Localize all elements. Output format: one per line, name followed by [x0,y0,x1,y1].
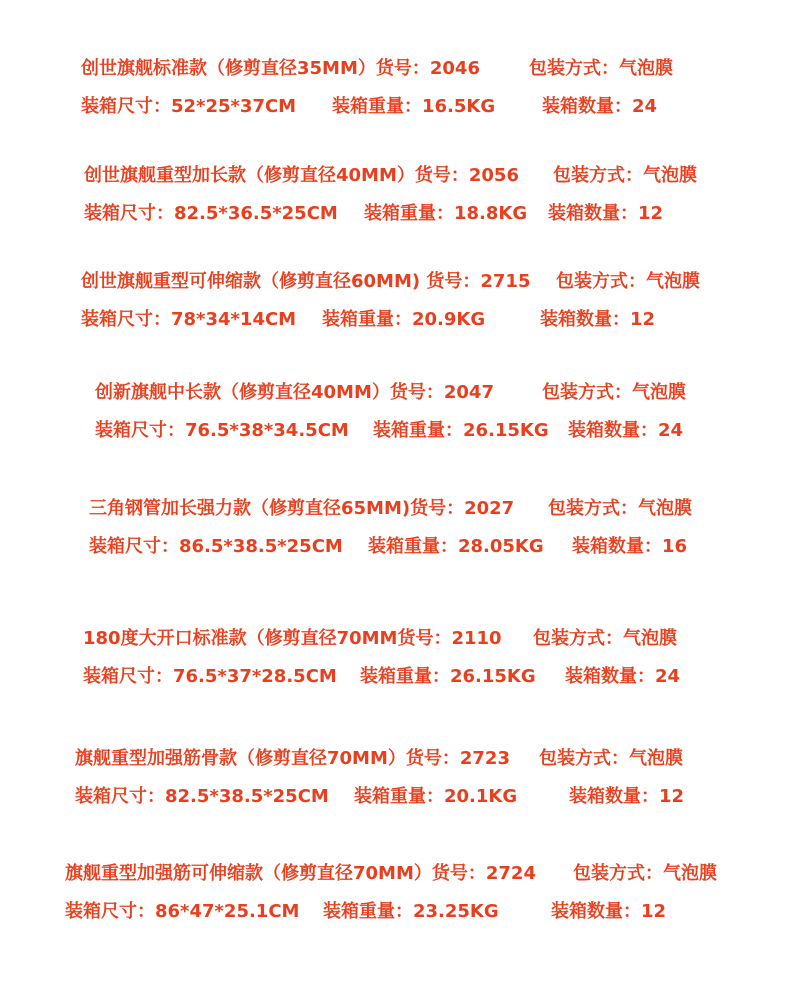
product-title: 创新旗舰中长款（修剪直径40MM）货号：2047 [95,382,494,403]
box-size: 装箱尺寸：78*34*14CM [81,309,297,330]
box-size: 装箱尺寸：76.5*37*28.5CM [83,666,337,687]
box-size: 装箱尺寸：52*25*37CM [81,96,297,117]
box-weight: 装箱重量：23.25KG [323,901,499,922]
box-quantity: 装箱数量：24 [568,420,684,441]
product-title: 180度大开口标准款（修剪直径70MM货号：2110 [83,628,502,649]
packing-method: 包装方式：气泡膜 [529,58,673,79]
packing-method: 包装方式：气泡膜 [573,863,717,884]
box-size: 装箱尺寸：82.5*38.5*25CM [75,786,329,807]
box-size: 装箱尺寸：86.5*38.5*25CM [89,536,343,557]
box-quantity: 装箱数量：12 [551,901,667,922]
box-size: 装箱尺寸：76.5*38*34.5CM [95,420,349,441]
product-title: 三角钢管加长强力款（修剪直径65MM)货号：2027 [89,498,515,519]
box-quantity: 装箱数量：12 [540,309,656,330]
packing-method: 包装方式：气泡膜 [548,498,692,519]
packing-method: 包装方式：气泡膜 [539,748,683,769]
box-quantity: 装箱数量：16 [572,536,688,557]
packing-method: 包装方式：气泡膜 [533,628,677,649]
packing-method: 包装方式：气泡膜 [542,382,686,403]
box-size: 装箱尺寸：86*47*25.1CM [65,901,300,922]
packing-method: 包装方式：气泡膜 [553,165,697,186]
product-title: 旗舰重型加强筋骨款（修剪直径70MM）货号：2723 [75,748,510,769]
box-weight: 装箱重量：20.1KG [354,786,518,807]
box-weight: 装箱重量：16.5KG [332,96,496,117]
box-weight: 装箱重量：28.05KG [368,536,544,557]
product-title: 创世旗舰标准款（修剪直径35MM）货号：2046 [81,58,480,79]
box-quantity: 装箱数量：24 [565,666,681,687]
product-title: 旗舰重型加强筋可伸缩款（修剪直径70MM）货号：2724 [65,863,536,884]
box-weight: 装箱重量：26.15KG [360,666,536,687]
box-quantity: 装箱数量：24 [542,96,658,117]
box-size: 装箱尺寸：82.5*36.5*25CM [84,203,338,224]
packing-method: 包装方式：气泡膜 [556,271,700,292]
box-weight: 装箱重量：18.8KG [364,203,528,224]
product-title: 创世旗舰重型可伸缩款（修剪直径60MM) 货号：2715 [81,271,531,292]
box-weight: 装箱重量：26.15KG [373,420,549,441]
box-quantity: 装箱数量：12 [569,786,685,807]
box-weight: 装箱重量：20.9KG [322,309,486,330]
box-quantity: 装箱数量：12 [548,203,664,224]
product-title: 创世旗舰重型加长款（修剪直径40MM）货号：2056 [84,165,519,186]
